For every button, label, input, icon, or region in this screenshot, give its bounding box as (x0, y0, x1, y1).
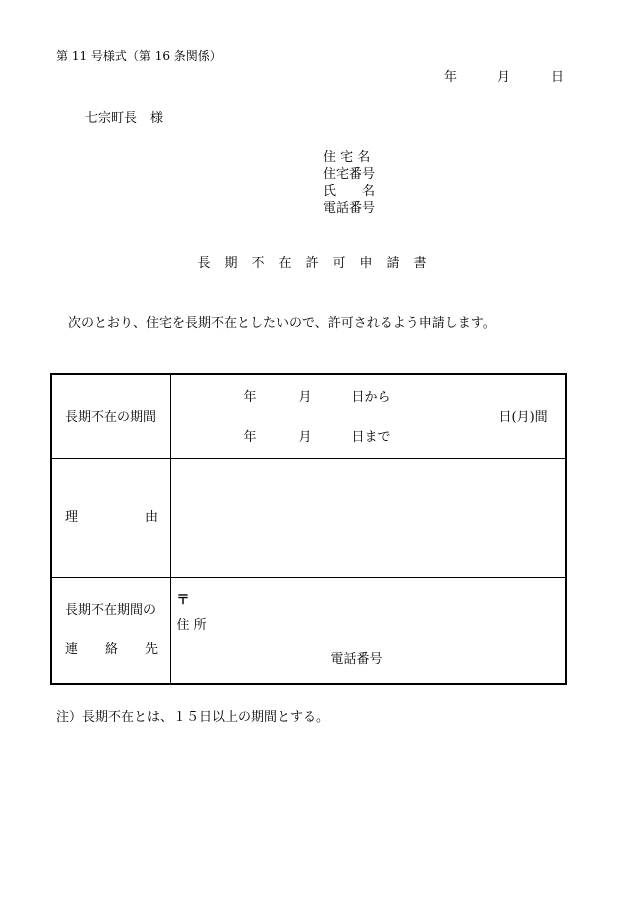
reason-label-char-2: 由 (145, 509, 159, 525)
period-end-year: 年 (243, 430, 257, 445)
period-label-cell (51, 374, 170, 458)
period-end-month: 月 (298, 430, 312, 445)
applicant-phone-label: 電話番号 (323, 201, 376, 216)
period-days: 日(月)間 (498, 410, 548, 425)
contact-row (51, 577, 566, 684)
application-statement: 次のとおり、住宅を長期不在としたいので、許可されるよう申請します。 (68, 316, 496, 331)
reason-row (51, 458, 566, 577)
contact-label-line-1: 長期不在期間の (65, 602, 157, 618)
period-start-month: 月 (298, 390, 312, 405)
contact-value-cell[interactable] (170, 577, 566, 684)
form-number: 第 11 号様式（第 16 条関係） (56, 49, 222, 63)
addressee: 七宗町長 様 (85, 111, 164, 126)
address-label: 住 所 (176, 617, 207, 633)
date-day: 日 (551, 70, 565, 85)
footnote: 注）長期不在とは、１５日以上の期間とする。 (56, 710, 330, 725)
date-month: 月 (497, 70, 511, 85)
reason-label-cell (51, 458, 170, 577)
document-title: 長期不在許可申請書 (197, 256, 441, 271)
period-start-year: 年 (243, 390, 257, 405)
period-end-to: 日まで (351, 430, 391, 445)
contact-label-char-2: 絡 (105, 641, 119, 657)
period-start-from: 日から (351, 390, 391, 405)
contact-phone-label: 電話番号 (330, 651, 383, 667)
applicant-house-number-label: 住宅番号 (323, 167, 376, 182)
applicant-name-label: 氏 名 (323, 184, 376, 199)
reason-value-cell[interactable] (170, 458, 566, 577)
period-label: 長期不在の期間 (65, 410, 157, 425)
contact-label-char-3: 先 (145, 641, 159, 657)
period-row (51, 374, 566, 458)
contact-label-cell (51, 577, 170, 684)
date-year: 年 (444, 70, 458, 85)
reason-label-char-1: 理 (65, 509, 79, 525)
period-value-cell[interactable] (170, 374, 566, 458)
applicant-house-name-label: 住 宅 名 (323, 150, 371, 165)
application-table (50, 373, 567, 685)
postal-mark: 〒 (176, 592, 190, 608)
contact-label-char-1: 連 (65, 641, 79, 657)
